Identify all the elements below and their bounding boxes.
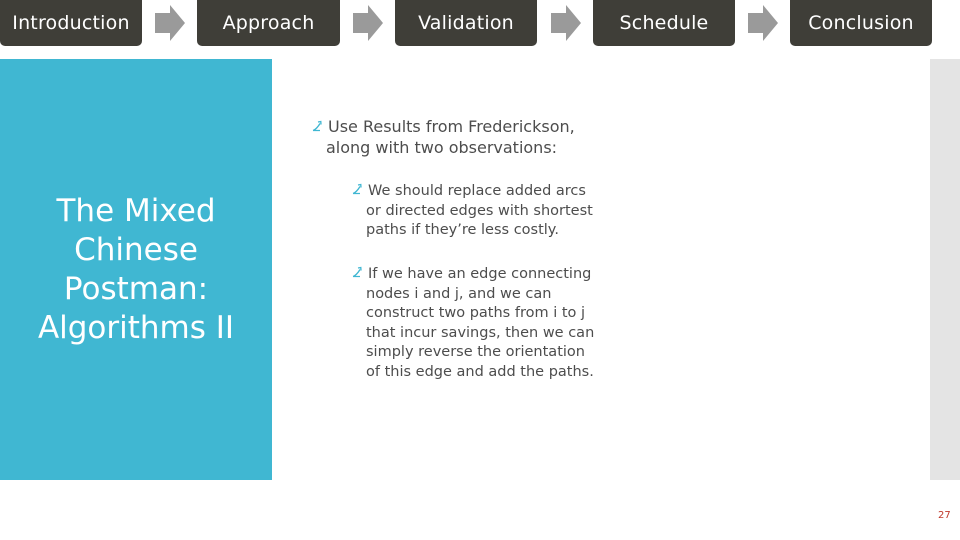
nav-tab-label: Validation — [418, 12, 514, 34]
nav-tab-label: Conclusion — [808, 12, 914, 34]
nav-tab-approach[interactable] — [197, 0, 340, 46]
nav-tab-label: Approach — [222, 12, 315, 34]
sub-bullet-item — [352, 182, 602, 241]
nav-arrow-icon — [748, 5, 778, 41]
sub-bullet-item — [352, 265, 602, 382]
slide-title-line: The Mixed — [56, 193, 216, 229]
nav-tab-validation[interactable] — [395, 0, 537, 46]
bullet-icon — [352, 266, 368, 278]
bullet-icon — [312, 120, 328, 132]
nav-arrow-icon — [353, 5, 383, 41]
nav-arrow-icon — [155, 5, 185, 41]
nav-tab-introduction[interactable] — [0, 0, 142, 46]
nav-tab-label: Introduction — [12, 12, 130, 34]
slide-title-line: Algorithms II — [37, 310, 235, 346]
slide-title — [0, 192, 272, 348]
bullet-text: Use Results from Frederickson, along with two observations: — [326, 117, 575, 157]
bullet-icon — [352, 183, 368, 195]
slide-title-line: Postman: — [63, 271, 209, 307]
nav-arrow-icon — [551, 5, 581, 41]
nav-tab-schedule[interactable] — [593, 0, 735, 46]
page-number: 27 — [938, 510, 951, 521]
bullet-item — [312, 116, 616, 158]
slide-title-line: Chinese — [74, 232, 198, 268]
nav-tab-conclusion[interactable] — [790, 0, 932, 46]
side-bar — [930, 59, 960, 480]
sub-bullet-text: If we have an edge connecting nodes i and j, and we can construct two paths from i to j that incur savings, then we can simply reverse the orientation of this edge and add the paths. — [366, 266, 595, 380]
sub-bullet-text: We should replace added arcs or directed edges with shortest paths if they’re less costly. — [366, 183, 593, 238]
nav-tab-label: Schedule — [619, 12, 709, 34]
